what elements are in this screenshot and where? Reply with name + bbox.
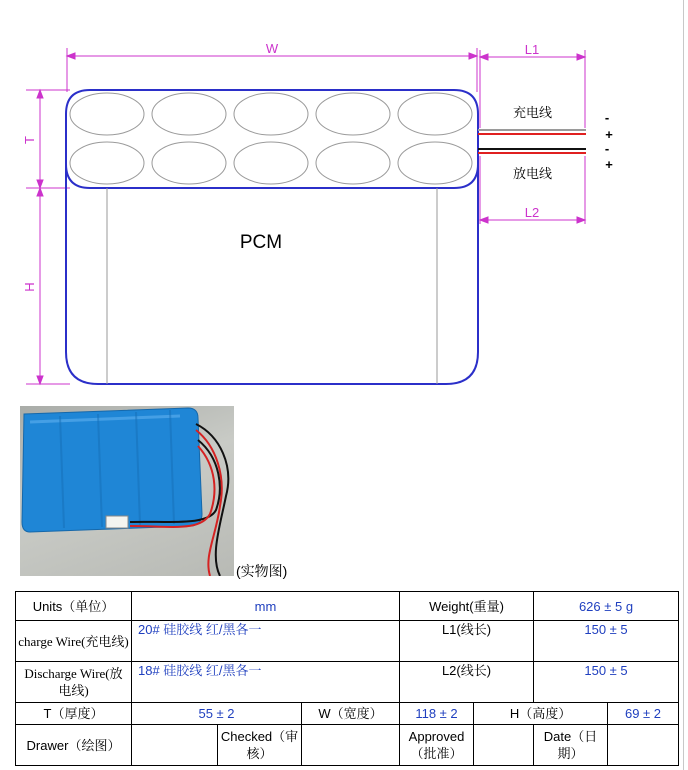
charge-wire-label: 充电线	[513, 106, 553, 121]
table-row	[16, 725, 679, 766]
dimension-t-label: T	[22, 136, 37, 144]
cell-ellipse	[70, 142, 144, 184]
l2-label: L2(线长)	[400, 662, 534, 703]
table-row	[16, 592, 679, 621]
discharge-wire-label: Discharge Wire(放电线)	[16, 662, 132, 703]
battery-pack-illustration	[20, 406, 234, 576]
date-label: Date（日期）	[534, 725, 608, 766]
date-value[interactable]	[608, 725, 679, 766]
cell-ellipse	[398, 93, 472, 135]
l2-value: 150 ± 5	[534, 662, 679, 703]
wires	[478, 130, 586, 153]
cell-ellipse	[152, 142, 226, 184]
l1-value: 150 ± 5	[534, 621, 679, 662]
w-label: W（宽度）	[302, 703, 400, 725]
weight-value: 626 ± 5 g	[534, 592, 679, 621]
w-value: 118 ± 2	[400, 703, 474, 725]
pack-inner-lines	[107, 188, 437, 384]
photo-caption: (实物图)	[236, 563, 288, 579]
cell-ellipse	[152, 93, 226, 135]
polarity-1: -	[604, 110, 610, 125]
polarity-3: -	[604, 141, 610, 156]
cell-grid	[70, 93, 472, 184]
dimension-h-label: H	[22, 282, 37, 292]
cell-ellipse	[316, 142, 390, 184]
discharge-wire-label: 放电线	[513, 167, 553, 182]
spec-table	[15, 591, 679, 766]
cell-ellipse	[398, 142, 472, 184]
h-label: H（高度）	[474, 703, 608, 725]
approved-value[interactable]	[474, 725, 534, 766]
table-row	[16, 703, 679, 725]
charge-wire-value: 20# 硅胶线 红/黑各一	[132, 621, 400, 662]
dimension-l1-label: L1	[524, 42, 540, 57]
t-label: T（厚度）	[16, 703, 132, 725]
cell-ellipse	[234, 93, 308, 135]
cell-ellipse	[234, 142, 308, 184]
units-value: mm	[132, 592, 400, 621]
table-row	[16, 621, 679, 662]
dimension-l2-label: L2	[524, 205, 540, 220]
dimension-w-label: W	[265, 41, 279, 56]
charge-wire-label: charge Wire(充电线)	[16, 621, 132, 662]
l1-label: L1(线长)	[400, 621, 534, 662]
cell-ellipse	[70, 93, 144, 135]
drawer-value[interactable]	[132, 725, 218, 766]
polarity-4: +	[605, 157, 613, 172]
cell-ellipse	[316, 93, 390, 135]
table-row	[16, 662, 679, 703]
drawer-label: Drawer（绘图）	[16, 725, 132, 766]
weight-label: Weight(重量)	[400, 592, 534, 621]
pcm-label: PCM	[239, 232, 283, 253]
discharge-wire-value: 18# 硅胶线 红/黑各一	[132, 662, 400, 703]
approved-label: Approved（批准）	[400, 725, 474, 766]
t-value: 55 ± 2	[132, 703, 302, 725]
product-photo	[20, 406, 234, 576]
h-value: 69 ± 2	[608, 703, 679, 725]
polarity-2: +	[605, 127, 613, 142]
units-label: Units（单位）	[16, 592, 132, 621]
checked-label: Checked（审核）	[218, 725, 302, 766]
checked-value[interactable]	[302, 725, 400, 766]
